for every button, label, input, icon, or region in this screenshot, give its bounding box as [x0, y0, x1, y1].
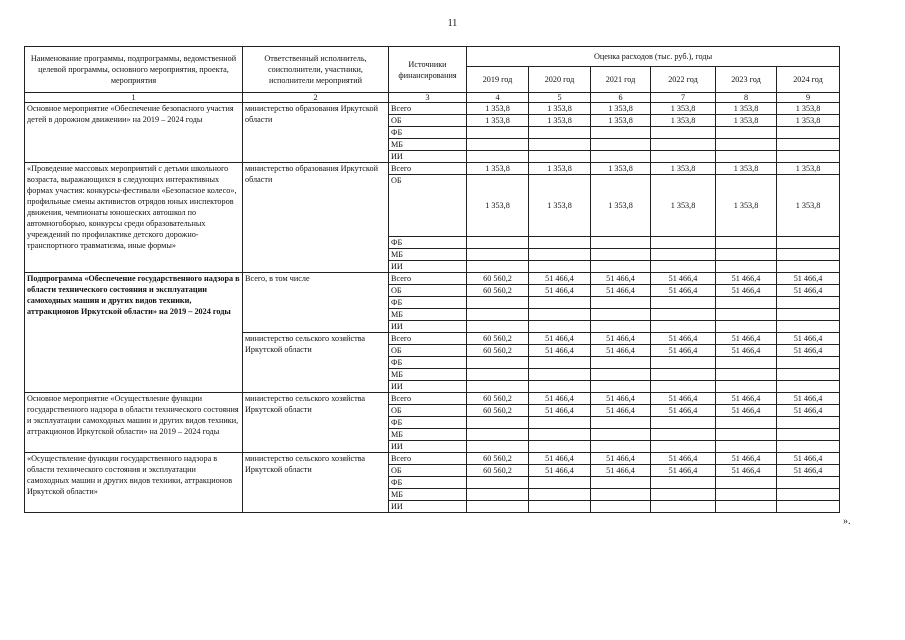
- value-cell: 51 466,4: [651, 393, 716, 405]
- source-cell: ИИ: [389, 441, 467, 453]
- value-cell: [651, 417, 716, 429]
- value-cell: 1 353,8: [591, 103, 651, 115]
- value-cell: 1 353,8: [716, 115, 777, 127]
- value-cell: [529, 477, 591, 489]
- source-cell: ОБ: [389, 345, 467, 357]
- value-cell: [777, 477, 840, 489]
- source-cell: Всего: [389, 273, 467, 285]
- source-cell: Всего: [389, 333, 467, 345]
- value-cell: 51 466,4: [777, 273, 840, 285]
- value-cell: [467, 321, 529, 333]
- page-number: 11: [447, 18, 458, 29]
- value-cell: [651, 441, 716, 453]
- value-cell: [716, 381, 777, 393]
- value-cell: [716, 357, 777, 369]
- value-cell: 51 466,4: [529, 465, 591, 477]
- source-cell: ФБ: [389, 357, 467, 369]
- value-cell: 51 466,4: [651, 285, 716, 297]
- value-cell: 51 466,4: [529, 405, 591, 417]
- value-cell: 51 466,4: [591, 345, 651, 357]
- value-cell: [716, 139, 777, 151]
- program-name-cell: Основное мероприятие «Осуществление функции государственного надзора в области технического состояния и эксплуатации самоходных машин и других видов техники, аттракционов Иркутской области» на 2019 – 2024 годы: [25, 393, 243, 453]
- value-cell: 60 560,2: [467, 333, 529, 345]
- value-cell: 60 560,2: [467, 453, 529, 465]
- value-cell: 1 353,8: [716, 175, 777, 237]
- value-cell: 51 466,4: [777, 465, 840, 477]
- value-cell: 60 560,2: [467, 273, 529, 285]
- value-cell: 1 353,8: [529, 103, 591, 115]
- value-cell: [777, 501, 840, 513]
- value-cell: [467, 357, 529, 369]
- value-cell: 51 466,4: [777, 345, 840, 357]
- value-cell: [591, 501, 651, 513]
- value-cell: 51 466,4: [716, 285, 777, 297]
- value-cell: [777, 237, 840, 249]
- column-number: 4: [467, 93, 529, 103]
- value-cell: [651, 429, 716, 441]
- value-cell: 51 466,4: [651, 465, 716, 477]
- value-cell: [716, 297, 777, 309]
- program-name-cell: Основное мероприятие «Обеспечение безопасного участия детей в дорожном движении» на 2019 – 2024 годы: [25, 103, 243, 163]
- table-row: [25, 163, 840, 175]
- source-cell: МБ: [389, 429, 467, 441]
- value-cell: 51 466,4: [651, 453, 716, 465]
- value-cell: [529, 429, 591, 441]
- executor-cell: министерство сельского хозяйства Иркутской области: [243, 333, 389, 393]
- header-year: 2021 год: [591, 67, 651, 93]
- value-cell: 1 353,8: [467, 103, 529, 115]
- header-name: Наименование программы, подпрограммы, ведомственной целевой программы, основного мероприятия, проекта, мероприятия: [25, 47, 243, 93]
- source-cell: ОБ: [389, 405, 467, 417]
- value-cell: 51 466,4: [651, 405, 716, 417]
- value-cell: [777, 309, 840, 321]
- value-cell: 1 353,8: [777, 175, 840, 237]
- table-body: [25, 103, 840, 513]
- value-cell: 51 466,4: [529, 345, 591, 357]
- value-cell: [529, 139, 591, 151]
- header-year: 2022 год: [651, 67, 716, 93]
- column-number: 7: [651, 93, 716, 103]
- source-cell: МБ: [389, 139, 467, 151]
- value-cell: [591, 417, 651, 429]
- value-cell: [777, 417, 840, 429]
- value-cell: [716, 249, 777, 261]
- value-cell: 1 353,8: [777, 163, 840, 175]
- value-cell: [591, 249, 651, 261]
- table-row: [25, 393, 840, 405]
- source-cell: ИИ: [389, 261, 467, 273]
- source-cell: Всего: [389, 103, 467, 115]
- executor-cell: министерство образования Иркутской области: [243, 103, 389, 163]
- value-cell: 51 466,4: [651, 273, 716, 285]
- value-cell: 51 466,4: [529, 333, 591, 345]
- value-cell: 51 466,4: [777, 393, 840, 405]
- source-cell: ИИ: [389, 321, 467, 333]
- value-cell: [716, 441, 777, 453]
- value-cell: 1 353,8: [529, 115, 591, 127]
- value-cell: 1 353,8: [651, 175, 716, 237]
- value-cell: 60 560,2: [467, 405, 529, 417]
- value-cell: [591, 441, 651, 453]
- value-cell: [529, 441, 591, 453]
- source-cell: ФБ: [389, 237, 467, 249]
- value-cell: 1 353,8: [777, 103, 840, 115]
- value-cell: [591, 261, 651, 273]
- value-cell: [716, 477, 777, 489]
- value-cell: [467, 429, 529, 441]
- source-cell: ОБ: [389, 175, 467, 237]
- value-cell: [467, 139, 529, 151]
- source-cell: ОБ: [389, 285, 467, 297]
- value-cell: 51 466,4: [716, 345, 777, 357]
- program-name-cell: «Осуществление функции государственного надзора в области технического состояния и эксплуатации самоходных машин и других видов техники, аттракционов Иркутской области»: [25, 453, 243, 513]
- value-cell: [591, 139, 651, 151]
- value-cell: [651, 357, 716, 369]
- value-cell: [467, 127, 529, 139]
- budget-table-container: [24, 46, 839, 513]
- source-cell: МБ: [389, 489, 467, 501]
- source-cell: ИИ: [389, 501, 467, 513]
- table-row: [25, 453, 840, 465]
- value-cell: 51 466,4: [591, 285, 651, 297]
- value-cell: [529, 237, 591, 249]
- value-cell: [467, 381, 529, 393]
- value-cell: [467, 261, 529, 273]
- budget-table: [24, 46, 840, 513]
- value-cell: 51 466,4: [716, 333, 777, 345]
- value-cell: [467, 477, 529, 489]
- value-cell: 51 466,4: [529, 453, 591, 465]
- value-cell: [716, 489, 777, 501]
- header-year: 2019 год: [467, 67, 529, 93]
- value-cell: [529, 501, 591, 513]
- value-cell: 51 466,4: [591, 465, 651, 477]
- value-cell: [651, 297, 716, 309]
- value-cell: [591, 321, 651, 333]
- value-cell: [529, 381, 591, 393]
- table-row: [25, 273, 840, 285]
- value-cell: 51 466,4: [529, 393, 591, 405]
- header-source: Источники финансирования: [389, 47, 467, 93]
- value-cell: 1 353,8: [467, 115, 529, 127]
- value-cell: [651, 477, 716, 489]
- source-cell: ФБ: [389, 477, 467, 489]
- value-cell: [529, 417, 591, 429]
- value-cell: [467, 151, 529, 163]
- value-cell: [467, 441, 529, 453]
- value-cell: [591, 369, 651, 381]
- value-cell: [716, 151, 777, 163]
- value-cell: [467, 297, 529, 309]
- value-cell: [529, 309, 591, 321]
- value-cell: 1 353,8: [591, 115, 651, 127]
- executor-cell: министерство сельского хозяйства Иркутской области: [243, 453, 389, 513]
- value-cell: 1 353,8: [591, 163, 651, 175]
- source-cell: ФБ: [389, 417, 467, 429]
- value-cell: [777, 441, 840, 453]
- value-cell: 60 560,2: [467, 285, 529, 297]
- value-cell: 51 466,4: [777, 333, 840, 345]
- source-cell: Всего: [389, 163, 467, 175]
- value-cell: 51 466,4: [777, 285, 840, 297]
- value-cell: 51 466,4: [716, 273, 777, 285]
- column-number: 2: [243, 93, 389, 103]
- value-cell: [716, 237, 777, 249]
- header-executor: Ответственный исполнитель, соисполнители, участники, исполнители мероприятий: [243, 47, 389, 93]
- value-cell: 1 353,8: [467, 163, 529, 175]
- value-cell: 60 560,2: [467, 393, 529, 405]
- table-row: [25, 103, 840, 115]
- value-cell: 51 466,4: [591, 333, 651, 345]
- value-cell: [777, 249, 840, 261]
- value-cell: [529, 261, 591, 273]
- executor-cell: Всего, в том числе: [243, 273, 389, 333]
- value-cell: [777, 381, 840, 393]
- source-cell: ОБ: [389, 115, 467, 127]
- column-number: 8: [716, 93, 777, 103]
- value-cell: [651, 369, 716, 381]
- value-cell: [777, 489, 840, 501]
- value-cell: [467, 237, 529, 249]
- value-cell: 1 353,8: [529, 163, 591, 175]
- value-cell: [651, 261, 716, 273]
- value-cell: [777, 297, 840, 309]
- executor-cell: министерство сельского хозяйства Иркутской области: [243, 393, 389, 453]
- value-cell: [467, 501, 529, 513]
- value-cell: 1 353,8: [777, 115, 840, 127]
- source-cell: ОБ: [389, 465, 467, 477]
- value-cell: [467, 369, 529, 381]
- source-cell: МБ: [389, 249, 467, 261]
- value-cell: 51 466,4: [529, 273, 591, 285]
- value-cell: [651, 237, 716, 249]
- value-cell: [651, 249, 716, 261]
- value-cell: 60 560,2: [467, 345, 529, 357]
- value-cell: [591, 357, 651, 369]
- value-cell: [591, 381, 651, 393]
- value-cell: [651, 127, 716, 139]
- source-cell: ФБ: [389, 127, 467, 139]
- value-cell: [529, 489, 591, 501]
- value-cell: [467, 309, 529, 321]
- column-number: 1: [25, 93, 243, 103]
- value-cell: [777, 369, 840, 381]
- value-cell: [529, 151, 591, 163]
- source-cell: МБ: [389, 309, 467, 321]
- source-cell: ФБ: [389, 297, 467, 309]
- header-estimate: Оценка расходов (тыс. руб.), годы: [467, 47, 840, 67]
- value-cell: [651, 501, 716, 513]
- value-cell: [716, 429, 777, 441]
- value-cell: 51 466,4: [529, 285, 591, 297]
- value-cell: 51 466,4: [651, 345, 716, 357]
- value-cell: 51 466,4: [716, 393, 777, 405]
- value-cell: [467, 249, 529, 261]
- program-name-cell: Подпрограмма «Обеспечение государственного надзора в области технического состояния и эксплуатации самоходных машин и других видов техники, аттракционов Иркутской области» на 2019 – 2024 годы: [25, 273, 243, 393]
- column-number: 3: [389, 93, 467, 103]
- value-cell: 51 466,4: [591, 273, 651, 285]
- value-cell: [777, 357, 840, 369]
- value-cell: [467, 489, 529, 501]
- source-cell: Всего: [389, 393, 467, 405]
- value-cell: [716, 261, 777, 273]
- value-cell: [777, 151, 840, 163]
- closing-quote-mark: ».: [843, 516, 851, 527]
- value-cell: [777, 127, 840, 139]
- value-cell: [591, 309, 651, 321]
- value-cell: 51 466,4: [591, 393, 651, 405]
- column-number: 9: [777, 93, 840, 103]
- header-year: 2024 год: [777, 67, 840, 93]
- value-cell: 51 466,4: [777, 453, 840, 465]
- value-cell: 1 353,8: [651, 163, 716, 175]
- value-cell: 60 560,2: [467, 465, 529, 477]
- value-cell: [591, 477, 651, 489]
- value-cell: [777, 261, 840, 273]
- value-cell: [716, 127, 777, 139]
- column-number: 5: [529, 93, 591, 103]
- value-cell: [777, 139, 840, 151]
- header-year: 2023 год: [716, 67, 777, 93]
- column-number: 6: [591, 93, 651, 103]
- value-cell: [529, 127, 591, 139]
- value-cell: 1 353,8: [591, 175, 651, 237]
- value-cell: 1 353,8: [716, 103, 777, 115]
- value-cell: [651, 139, 716, 151]
- value-cell: [591, 489, 651, 501]
- value-cell: 51 466,4: [716, 453, 777, 465]
- value-cell: 51 466,4: [716, 405, 777, 417]
- value-cell: [529, 249, 591, 261]
- value-cell: 1 353,8: [529, 175, 591, 237]
- value-cell: [467, 417, 529, 429]
- value-cell: [651, 489, 716, 501]
- value-cell: [716, 321, 777, 333]
- program-name-cell: «Проведение массовых мероприятий с детьми школьного возраста, выражающихся в следующих интерактивных формах участия: конкурсы-фестивали «Безопасное колесо», профильные смены активистов отрядов юных инспекторов движения, чемпионаты юношеских автошкол по автомногоборью, конкурсы среди образовательных учреждений по профилактике детского дорожно-транспортного травматизма, иные формы»: [25, 163, 243, 273]
- source-cell: Всего: [389, 453, 467, 465]
- value-cell: [777, 321, 840, 333]
- value-cell: [529, 357, 591, 369]
- value-cell: [591, 237, 651, 249]
- value-cell: [591, 429, 651, 441]
- value-cell: [529, 369, 591, 381]
- value-cell: [716, 369, 777, 381]
- value-cell: [651, 151, 716, 163]
- value-cell: [777, 429, 840, 441]
- value-cell: 1 353,8: [651, 103, 716, 115]
- source-cell: ИИ: [389, 151, 467, 163]
- value-cell: [651, 321, 716, 333]
- value-cell: [591, 151, 651, 163]
- value-cell: [529, 297, 591, 309]
- value-cell: 51 466,4: [777, 405, 840, 417]
- value-cell: 1 353,8: [716, 163, 777, 175]
- value-cell: [529, 321, 591, 333]
- executor-cell: министерство образования Иркутской области: [243, 163, 389, 273]
- header-year: 2020 год: [529, 67, 591, 93]
- value-cell: 51 466,4: [591, 453, 651, 465]
- source-cell: МБ: [389, 369, 467, 381]
- value-cell: [591, 127, 651, 139]
- value-cell: [651, 309, 716, 321]
- value-cell: [716, 417, 777, 429]
- value-cell: 51 466,4: [651, 333, 716, 345]
- value-cell: 51 466,4: [591, 405, 651, 417]
- value-cell: [591, 297, 651, 309]
- source-cell: ИИ: [389, 381, 467, 393]
- value-cell: [651, 381, 716, 393]
- value-cell: 1 353,8: [467, 175, 529, 237]
- value-cell: 1 353,8: [651, 115, 716, 127]
- value-cell: [716, 501, 777, 513]
- value-cell: 51 466,4: [716, 465, 777, 477]
- value-cell: [716, 309, 777, 321]
